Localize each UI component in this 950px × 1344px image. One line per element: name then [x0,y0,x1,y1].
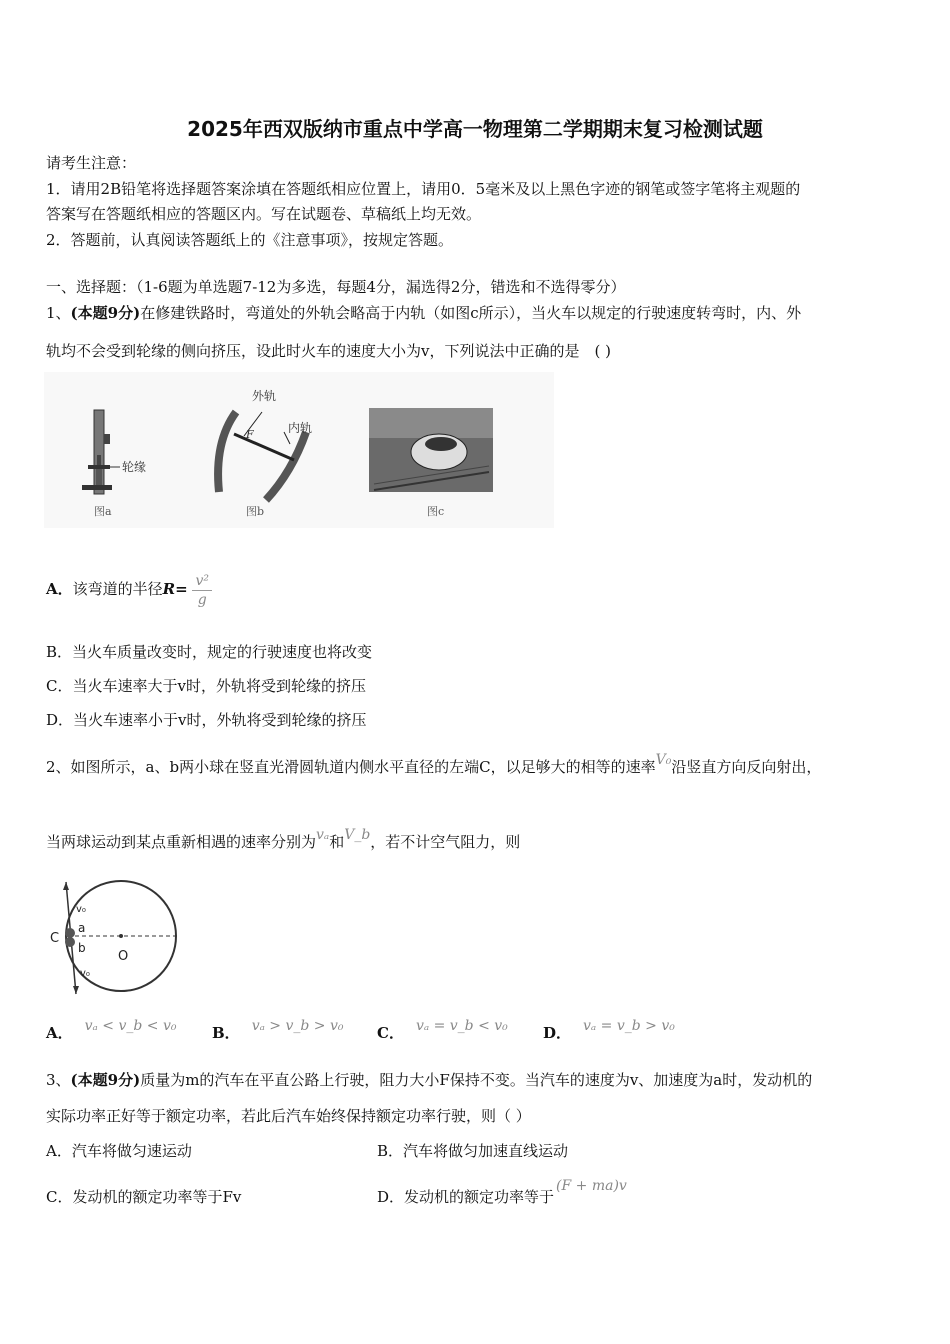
label-v0-top: v₀ [76,904,86,915]
q2-v0: V₀ [655,752,672,768]
q2-stem-line2 [46,827,521,852]
q2-option-b-math: vₐ > v_b > v₀ [251,1018,344,1034]
q2-vb: V_b [344,827,371,843]
label-b: b [78,941,86,955]
q1-option-a [46,569,212,609]
q3-option-b: B．汽车将做匀加速直线运动 [377,1142,569,1160]
q2-text-line2a: 当两球运动到某点重新相遇的速率分别为 [46,833,317,851]
label-force: F [246,428,254,441]
q1-option-a-r: R= [162,580,188,598]
q3-option-d-text: D．发动机的额定功率等于 [377,1188,555,1206]
q2-option-c-math: vₐ = v_b < v₀ [415,1018,508,1034]
ball-a [65,928,75,938]
q2-text-line1a: 2、如图所示，a、b两小球在竖直光滑圆轨道内侧水平直径的左端C，以足够大的相等的速率 [46,758,656,776]
q1-stem-line2: 轨均不会受到轮缘的侧向挤压，设此时火车的速度大小为v，下列说法中正确的是 ( ) [46,342,611,360]
fraction [192,572,212,609]
q2-option-c [377,1018,508,1043]
center-point [119,934,123,938]
q1-option-c: C．当火车速率大于v时，外轨将受到轮缘的挤压 [46,677,366,695]
q1-figure [44,372,554,528]
q2-option-a-label: A． [46,1024,73,1042]
fraction-denominator: g [197,591,207,608]
q2-option-a [46,1018,177,1043]
q3-stem-line1 [46,1069,812,1090]
label-fig-a: 图a [94,505,112,518]
q1-score: (本题9分) [70,304,141,322]
notice-heading: 请考生注意： [46,154,137,172]
q1-option-a-text: 该弯道的半径 [72,580,163,598]
q2-text-line2b: ，若不计空气阻力，则 [370,833,521,851]
q1-option-d: D．当火车速率小于v时，外轨将受到轮缘的挤压 [46,711,367,729]
label-fig-c: 图c [427,505,445,518]
label-wheel-rim: 轮缘 [122,460,147,474]
label-v0-bottom: v₀ [80,968,90,979]
train-photo-c [369,408,493,492]
q3-score: (本题9分) [70,1071,141,1089]
q2-figure [44,878,184,998]
q2-and: 和 [329,833,345,851]
label-inner-rail: 内轨 [288,421,313,435]
ball-b [65,937,75,947]
q2-option-d-math: vₐ = v_b > v₀ [583,1018,675,1034]
q2-va: vₐ [316,827,330,843]
q1-number: 1、 [46,304,71,322]
q1-option-b: B．当火车质量改变时，规定的行驶速度也将改变 [46,643,373,661]
notice-line1a: 1．请用2B铅笔将选择题答案涂填在答题纸相应位置上，请用0．5毫米及以上黑色字迹的钢笔或签字笔将主观题的 [46,180,801,198]
q3-text-line1: 质量为m的汽车在平直公路上行驶，阻力大小F保持不变。当汽车的速度为v、加速度为a时，发动机的 [140,1071,813,1089]
q2-stem-line1 [46,752,822,777]
label-fig-b: 图b [246,505,265,518]
q1-option-a-label: A． [46,580,73,598]
q2-option-c-label: C． [377,1024,404,1042]
arrow-down-icon [73,986,79,994]
q2-option-a-math: vₐ < v_b < v₀ [84,1018,177,1034]
label-a: a [78,921,86,935]
q2-option-b-label: B． [212,1024,240,1042]
notice-line2: 2．答题前，认真阅读答题纸上的《注意事项》，按规定答题。 [46,231,454,249]
fraction-numerator: v² [192,572,212,591]
page-title: 2025年西双版纳市重点中学高一物理第二学期期末复习检测试题 [187,117,763,141]
q1-text-line1: 在修建铁路时，弯道处的外轨会略高于内轨（如图c所示），当火车以规定的行驶速度转弯时，内、外 [140,304,802,322]
q1-stem-line1 [46,302,801,323]
label-outer-rail: 外轨 [252,389,277,403]
q3-number: 3、 [46,1071,71,1089]
arrow-up-icon [63,882,69,890]
q2-option-d-label: D． [543,1024,572,1042]
notice-line1b: 答案写在答题纸相应的答题区内。写在试题卷、草稿纸上均无效。 [46,205,482,223]
q2-option-b [212,1018,344,1043]
label-O: O [118,949,129,964]
q2-option-d [543,1018,675,1043]
label-C: C [50,931,60,946]
q3-option-d-formula: (F + ma)v [556,1178,627,1194]
q3-stem-line2: 实际功率正好等于额定功率，若此后汽车始终保持额定功率行驶，则（ ） [46,1107,531,1125]
q3-option-a: A．汽车将做匀速运动 [46,1142,192,1160]
section-heading: 一、选择题：（1-6题为单选题7-12为多选，每题4分，漏选得2分，错选和不选得零分） [46,278,626,296]
q3-option-c: C．发动机的额定功率等于Fv [46,1188,242,1206]
q3-option-d [377,1178,627,1207]
q2-text-line1b: 沿竖直方向反向射出， [671,758,822,776]
